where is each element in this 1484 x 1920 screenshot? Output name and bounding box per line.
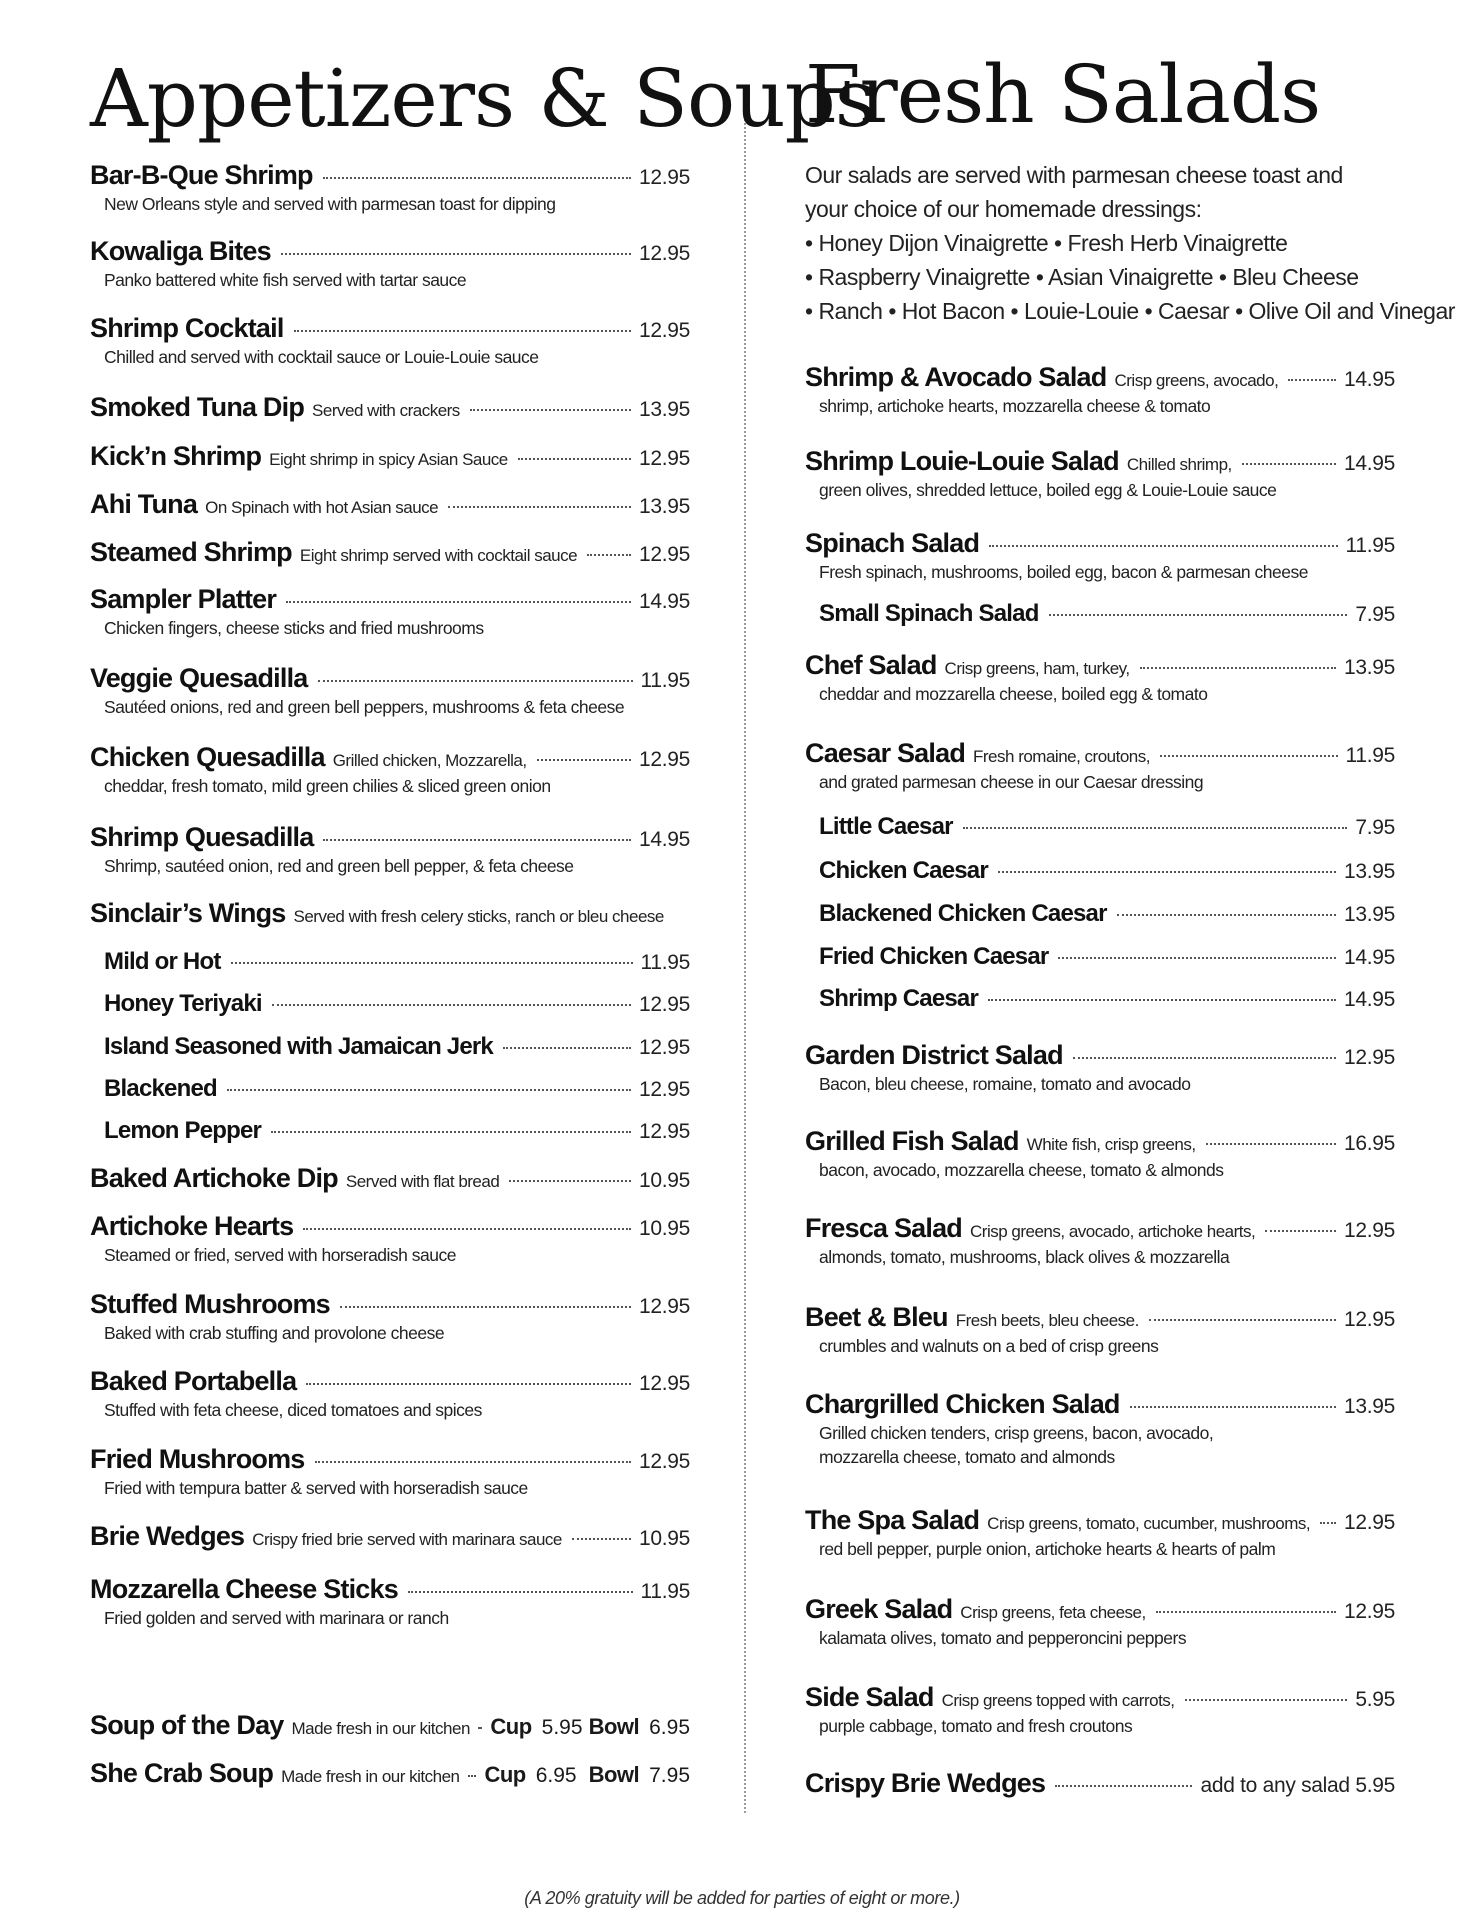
- menu-item-line: [90, 742, 690, 773]
- bowl-label: Bowl: [588, 1714, 640, 1739]
- soup-item: [90, 1710, 690, 1741]
- item-price: 11.95: [1345, 534, 1395, 557]
- item-description: kalamata olives, tomato and pepperoncini peppers: [819, 1628, 1187, 1648]
- item-name: Soup of the Day: [90, 1710, 284, 1740]
- item-description: almonds, tomato, mushrooms, black olives & mozzarella: [819, 1247, 1230, 1267]
- menu-item-line: [805, 1126, 1395, 1157]
- dot-leader: [1149, 1319, 1336, 1321]
- menu-item: [805, 1126, 1395, 1181]
- menu-item-line: [90, 990, 690, 1018]
- menu-item-line: [90, 1521, 690, 1552]
- item-price: 14.95: [638, 828, 690, 851]
- cup-price: 5.95: [541, 1716, 583, 1739]
- item-price: 11.95: [640, 1580, 690, 1603]
- item-name: Ahi Tuna: [90, 489, 198, 519]
- dot-leader: [286, 601, 631, 603]
- item-description: cheddar and mozzarella cheese, boiled egg & tomato: [819, 684, 1208, 704]
- dot-leader: [271, 1131, 631, 1133]
- item-description: purple cabbage, tomato and fresh croutons: [819, 1716, 1133, 1736]
- menu-item: [805, 1302, 1395, 1357]
- item-description: green olives, shredded lettuce, boiled egg & Louie-Louie sauce: [819, 480, 1277, 500]
- menu-item: [805, 446, 1395, 501]
- menu-item: [90, 948, 690, 976]
- item-name: Caesar Salad: [805, 738, 966, 768]
- menu-item-line: [805, 1389, 1395, 1420]
- menu-item: [90, 1444, 690, 1499]
- dot-leader: [518, 458, 631, 460]
- dot-leader: [315, 1461, 631, 1463]
- menu-item: [90, 663, 690, 718]
- menu-item: [805, 943, 1395, 971]
- salad-intro: [805, 158, 1455, 328]
- dot-leader: [1140, 667, 1336, 669]
- menu-item: [90, 1211, 690, 1266]
- column-divider: [744, 88, 746, 1813]
- item-inline-description: Made fresh in our kitchen: [291, 1719, 470, 1738]
- menu-item-line: [90, 948, 690, 976]
- menu-item-line: [90, 822, 690, 853]
- item-name: Smoked Tuna Dip: [90, 392, 305, 422]
- item-price: 16.95: [1343, 1132, 1395, 1155]
- item-name: Shrimp Quesadilla: [90, 822, 314, 852]
- menu-item: [90, 1163, 690, 1194]
- menu-item-line: [805, 1505, 1395, 1536]
- menu-item: [805, 985, 1395, 1013]
- item-price: 13.95: [1343, 1395, 1395, 1418]
- item-name: The Spa Salad: [805, 1505, 980, 1535]
- item-name: Blackened Chicken Caesar: [819, 900, 1107, 927]
- item-description: and grated parmesan cheese in our Caesar dressing: [819, 772, 1204, 792]
- menu-item-line: [90, 1033, 690, 1061]
- item-name: Kowaliga Bites: [90, 236, 271, 266]
- item-name: Shrimp Caesar: [819, 985, 979, 1012]
- item-inline-description: Chilled shrimp,: [1126, 455, 1232, 474]
- item-name: Little Caesar: [819, 813, 953, 840]
- dot-leader: [478, 1727, 483, 1729]
- item-description: Sautéed onions, red and green bell peppers, mushrooms & feta cheese: [104, 697, 625, 717]
- item-name: Steamed Shrimp: [90, 537, 292, 567]
- item-name: Mozzarella Cheese Sticks: [90, 1574, 398, 1604]
- menu-item-line: [90, 160, 690, 191]
- menu-item-line: [805, 1040, 1395, 1071]
- bowl-price: 7.95: [649, 1764, 690, 1787]
- menu-item: [90, 1289, 690, 1344]
- item-name: Island Seasoned with Jamaican Jerk: [104, 1033, 493, 1060]
- menu-item-line: [805, 1594, 1395, 1625]
- intro-line: • Raspberry Vinaigrette • Asian Vinaigrette • Bleu Cheese: [805, 264, 1359, 290]
- item-description: Chilled and served with cocktail sauce or Louie-Louie sauce: [104, 347, 539, 367]
- item-name: Chicken Caesar: [819, 857, 988, 884]
- dot-leader: [1242, 463, 1336, 465]
- item-price: 11.95: [640, 951, 690, 974]
- menu-item-line: [90, 1289, 690, 1320]
- item-price: add to any salad 5.95: [1200, 1774, 1395, 1797]
- item-description: Chicken fingers, cheese sticks and fried mushrooms: [104, 618, 484, 638]
- item-name: Sinclair’s Wings: [90, 898, 286, 928]
- soup-item: [90, 1758, 690, 1789]
- dot-leader: [1320, 1522, 1336, 1524]
- dot-leader: [303, 1228, 631, 1230]
- menu-item: [805, 1389, 1395, 1468]
- item-price: 5.95: [1355, 1688, 1395, 1711]
- menu-item-line: [90, 584, 690, 615]
- item-description: shrimp, artichoke hearts, mozzarella cheese & tomato: [819, 396, 1211, 416]
- item-price: 12.95: [638, 447, 690, 470]
- item-price: 12.95: [638, 242, 690, 265]
- dot-leader: [587, 554, 631, 556]
- item-description: Bacon, bleu cheese, romaine, tomato and avocado: [819, 1074, 1191, 1094]
- cup-label: Cup: [484, 1762, 526, 1787]
- item-price: 12.95: [638, 1295, 690, 1318]
- item-inline-description: Grilled chicken, Mozzarella,: [332, 751, 527, 770]
- menu-item-line: [90, 236, 690, 267]
- item-price: 12.95: [638, 1036, 690, 1059]
- menu-item: [805, 528, 1395, 583]
- menu-item-line: [805, 1768, 1395, 1799]
- menu-item-line: [805, 600, 1395, 628]
- menu-item: [90, 441, 690, 472]
- menu-item: [90, 1033, 690, 1061]
- item-description: bacon, avocado, mozzarella cheese, tomato & almonds: [819, 1160, 1224, 1180]
- menu-item-line: [805, 813, 1395, 841]
- menu-item-line: [805, 857, 1395, 885]
- item-name: Stuffed Mushrooms: [90, 1289, 330, 1319]
- item-name: Blackened: [104, 1075, 217, 1102]
- item-name: She Crab Soup: [90, 1758, 274, 1788]
- item-name: Fried Mushrooms: [90, 1444, 305, 1474]
- menu-item: [805, 1594, 1395, 1649]
- item-price: 12.95: [638, 1078, 690, 1101]
- item-name: Shrimp Louie-Louie Salad: [805, 446, 1119, 476]
- menu-item: [805, 1213, 1395, 1268]
- item-inline-description: Crisp greens, feta cheese,: [960, 1603, 1146, 1622]
- item-description: red bell pepper, purple onion, artichoke hearts & hearts of palm: [819, 1539, 1276, 1559]
- dot-leader: [281, 253, 631, 255]
- dot-leader: [989, 545, 1337, 547]
- dot-leader: [1288, 379, 1336, 381]
- item-price: 10.95: [638, 1217, 690, 1240]
- item-name: Artichoke Hearts: [90, 1211, 294, 1241]
- menu-item-line: [805, 1302, 1395, 1333]
- menu-item: [90, 990, 690, 1018]
- menu-item: [90, 236, 690, 291]
- item-inline-description: Crisp greens, tomato, cucumber, mushrooms,: [987, 1514, 1311, 1533]
- item-name: Honey Teriyaki: [104, 990, 262, 1017]
- item-name: Crispy Brie Wedges: [805, 1768, 1046, 1798]
- item-price: 7.95: [1355, 603, 1395, 626]
- item-name: Shrimp Cocktail: [90, 313, 284, 343]
- item-price: 12.95: [638, 1450, 690, 1473]
- dot-leader: [1265, 1230, 1336, 1232]
- menu-item-line: [90, 537, 690, 568]
- soup-line: [90, 1758, 690, 1789]
- item-description: New Orleans style and served with parmesan toast for dipping: [104, 194, 556, 214]
- item-name: Veggie Quesadilla: [90, 663, 308, 693]
- menu-item-line: [805, 900, 1395, 928]
- item-price: 12.95: [638, 319, 690, 342]
- item-inline-description: White fish, crisp greens,: [1026, 1135, 1196, 1154]
- cup-label: Cup: [490, 1714, 532, 1739]
- menu-item: [90, 1366, 690, 1421]
- item-name: Chicken Quesadilla: [90, 742, 325, 772]
- item-description: Steamed or fried, served with horseradish sauce: [104, 1245, 456, 1265]
- item-name: Bar-B-Que Shrimp: [90, 160, 313, 190]
- dot-leader: [1055, 1785, 1192, 1787]
- menu-item: [805, 1040, 1395, 1095]
- dot-leader: [468, 1775, 477, 1777]
- item-price: 12.95: [638, 748, 690, 771]
- item-name: Small Spinach Salad: [819, 600, 1039, 627]
- item-price: 12.95: [638, 543, 690, 566]
- menu-item: [90, 822, 690, 877]
- item-name: Side Salad: [805, 1682, 934, 1712]
- item-description: Shrimp, sautéed onion, red and green bell pepper, & feta cheese: [104, 856, 574, 876]
- item-inline-description: Crispy fried brie served with marinara sauce: [252, 1530, 562, 1549]
- intro-line: • Ranch • Hot Bacon • Louie-Louie • Caesar • Olive Oil and Vinegar: [805, 298, 1455, 324]
- item-price: 13.95: [1343, 903, 1395, 926]
- item-inline-description: Made fresh in our kitchen: [281, 1767, 460, 1786]
- item-name: Mild or Hot: [104, 948, 221, 975]
- item-description: Panko battered white fish served with tartar sauce: [104, 270, 467, 290]
- item-name: Chef Salad: [805, 650, 937, 680]
- dot-leader: [1058, 957, 1335, 959]
- dot-leader: [448, 506, 631, 508]
- menu-item: [805, 600, 1395, 628]
- bowl-label: Bowl: [588, 1762, 640, 1787]
- item-name: Spinach Salad: [805, 528, 980, 558]
- dot-leader: [998, 871, 1336, 873]
- item-price: 10.95: [638, 1527, 690, 1550]
- dot-leader: [963, 827, 1348, 829]
- item-name: Beet & Bleu: [805, 1302, 948, 1332]
- menu-item: [805, 362, 1395, 417]
- dot-leader: [408, 1591, 633, 1593]
- menu-item-line: [90, 1117, 690, 1145]
- item-description: Fresh spinach, mushrooms, boiled egg, bacon & parmesan cheese: [819, 562, 1308, 582]
- menu-item-line: [90, 313, 690, 344]
- menu-item-line: [90, 441, 690, 472]
- item-inline-description: Eight shrimp in spicy Asian Sauce: [269, 450, 508, 469]
- item-description: Fried golden and served with marinara or ranch: [104, 1608, 449, 1628]
- dot-leader: [1156, 1611, 1336, 1613]
- menu-item: [90, 537, 690, 568]
- item-inline-description: Eight shrimp served with cocktail sauce: [299, 546, 578, 565]
- item-description: Grilled chicken tenders, crisp greens, bacon, avocado,: [819, 1423, 1214, 1443]
- item-description: mozzarella cheese, tomato and almonds: [819, 1447, 1115, 1467]
- dot-leader: [509, 1180, 631, 1182]
- item-price: 7.95: [1355, 816, 1395, 839]
- item-name: Brie Wedges: [90, 1521, 245, 1551]
- menu-item: [805, 1768, 1395, 1799]
- dot-leader: [272, 1004, 631, 1006]
- section-title-salads: Fresh Salads: [805, 48, 1321, 141]
- menu-item: [90, 313, 690, 368]
- menu-item-line: [90, 1444, 690, 1475]
- dot-leader: [988, 999, 1336, 1001]
- item-inline-description: Crisp greens topped with carrots,: [941, 1691, 1175, 1710]
- menu-item-line: [90, 1163, 690, 1194]
- menu-item: [805, 650, 1395, 705]
- dot-leader: [1117, 914, 1336, 916]
- menu-item-line: [805, 650, 1395, 681]
- menu-item-line: [90, 392, 690, 423]
- menu-item: [90, 1521, 690, 1552]
- item-name: Garden District Salad: [805, 1040, 1063, 1070]
- dot-leader: [323, 839, 630, 841]
- item-description: Stuffed with feta cheese, diced tomatoes and spices: [104, 1400, 482, 1420]
- dot-leader: [1185, 1699, 1348, 1701]
- item-name: Grilled Fish Salad: [805, 1126, 1019, 1156]
- item-inline-description: Served with fresh celery sticks, ranch or bleu cheese: [293, 907, 664, 926]
- menu-item-line: [90, 1211, 690, 1242]
- item-inline-description: On Spinach with hot Asian sauce: [205, 498, 439, 517]
- item-price: 13.95: [1343, 656, 1395, 679]
- menu-item: [90, 742, 690, 797]
- item-name: Greek Salad: [805, 1594, 953, 1624]
- dot-leader: [572, 1538, 631, 1540]
- section-title-appetizers: Appetizers & Soups: [90, 52, 875, 145]
- item-inline-description: Fresh beets, bleu cheese.: [955, 1311, 1139, 1330]
- cup-price: 6.95: [535, 1764, 577, 1787]
- item-name: Kick’n Shrimp: [90, 441, 262, 471]
- menu-item: [90, 1574, 690, 1629]
- dot-leader: [1049, 614, 1348, 616]
- menu-item: [90, 1075, 690, 1103]
- item-price: 13.95: [1343, 860, 1395, 883]
- item-price: 12.95: [1343, 1511, 1395, 1534]
- item-inline-description: Crisp greens, ham, turkey,: [944, 659, 1130, 678]
- dot-leader: [1160, 755, 1338, 757]
- item-price: 14.95: [1343, 452, 1395, 475]
- dot-leader: [537, 759, 631, 761]
- item-description: Baked with crab stuffing and provolone cheese: [104, 1323, 445, 1343]
- item-price: 12.95: [638, 1120, 690, 1143]
- item-price: 12.95: [638, 993, 690, 1016]
- menu-item: [805, 813, 1395, 841]
- item-name: Lemon Pepper: [104, 1117, 262, 1144]
- item-description: crumbles and walnuts on a bed of crisp greens: [819, 1336, 1159, 1356]
- dot-leader: [1073, 1057, 1336, 1059]
- item-name: Sampler Platter: [90, 584, 277, 614]
- menu-item: [90, 392, 690, 423]
- menu-item: [805, 900, 1395, 928]
- dot-leader: [323, 177, 631, 179]
- dot-leader: [503, 1047, 631, 1049]
- menu-item-line: [90, 1366, 690, 1397]
- item-name: Baked Portabella: [90, 1366, 297, 1396]
- item-description: Fried with tempura batter & served with horseradish sauce: [104, 1478, 528, 1498]
- menu-item-line: [805, 738, 1395, 769]
- item-price: 11.95: [1345, 744, 1395, 767]
- item-price: 14.95: [1343, 946, 1395, 969]
- item-price: 14.95: [638, 590, 690, 613]
- item-price: 12.95: [638, 1372, 690, 1395]
- menu-item: [805, 857, 1395, 885]
- item-price: 12.95: [1343, 1046, 1395, 1069]
- menu-item-line: [805, 1682, 1395, 1713]
- menu-item-line: [90, 489, 690, 520]
- menu-item: [90, 1117, 690, 1145]
- item-inline-description: Crisp greens, avocado, artichoke hearts,: [970, 1222, 1256, 1241]
- menu-item: [90, 160, 690, 215]
- menu-item: [805, 738, 1395, 793]
- menu-item-line: [90, 1574, 690, 1605]
- item-price: 12.95: [1343, 1308, 1395, 1331]
- menu-item-line: [90, 1075, 690, 1103]
- item-price: 11.95: [640, 669, 690, 692]
- item-price: 12.95: [638, 166, 690, 189]
- item-price: 13.95: [638, 495, 690, 518]
- menu-item: [90, 898, 690, 929]
- dot-leader: [1130, 1406, 1336, 1408]
- menu-item-line: [805, 943, 1395, 971]
- menu-item-line: [90, 898, 690, 929]
- menu-item-line: [805, 528, 1395, 559]
- item-price: 14.95: [1343, 988, 1395, 1011]
- intro-line: • Honey Dijon Vinaigrette • Fresh Herb Vinaigrette: [805, 230, 1288, 256]
- dot-leader: [1206, 1143, 1336, 1145]
- item-price: 10.95: [638, 1169, 690, 1192]
- item-inline-description: Served with flat bread: [345, 1172, 500, 1191]
- menu-item-line: [90, 663, 690, 694]
- menu-item: [90, 584, 690, 639]
- item-name: Fresca Salad: [805, 1213, 963, 1243]
- gratuity-note: (A 20% gratuity will be added for parties of eight or more.): [524, 1888, 960, 1908]
- item-description: cheddar, fresh tomato, mild green chilies & sliced green onion: [104, 776, 551, 796]
- dot-leader: [340, 1306, 631, 1308]
- menu-item: [90, 489, 690, 520]
- item-inline-description: Served with crackers: [312, 401, 460, 420]
- menu-item-line: [805, 1213, 1395, 1244]
- dot-leader: [231, 962, 633, 964]
- item-price: 12.95: [1343, 1600, 1395, 1623]
- item-price: 13.95: [638, 398, 690, 421]
- item-name: Baked Artichoke Dip: [90, 1163, 338, 1193]
- menu-item: [805, 1682, 1395, 1737]
- item-inline-description: Crisp greens, avocado,: [1114, 371, 1279, 390]
- menu-item-line: [805, 985, 1395, 1013]
- menu-item: [805, 1505, 1395, 1560]
- intro-line: your choice of our homemade dressings:: [805, 196, 1202, 222]
- item-price: 12.95: [1343, 1219, 1395, 1242]
- item-price: 14.95: [1343, 368, 1395, 391]
- dot-leader: [306, 1383, 631, 1385]
- item-inline-description: Fresh romaine, croutons,: [973, 747, 1150, 766]
- item-name: Fried Chicken Caesar: [819, 943, 1049, 970]
- menu-item-line: [805, 362, 1395, 393]
- dot-leader: [318, 680, 633, 682]
- menu-item-line: [805, 446, 1395, 477]
- bowl-price: 6.95: [649, 1716, 690, 1739]
- intro-line: Our salads are served with parmesan cheese toast and: [805, 162, 1343, 188]
- dot-leader: [470, 409, 631, 411]
- dot-leader: [294, 330, 631, 332]
- item-name: Chargrilled Chicken Salad: [805, 1389, 1120, 1419]
- item-name: Shrimp & Avocado Salad: [805, 362, 1107, 392]
- dot-leader: [227, 1089, 631, 1091]
- soup-line: [90, 1710, 690, 1741]
